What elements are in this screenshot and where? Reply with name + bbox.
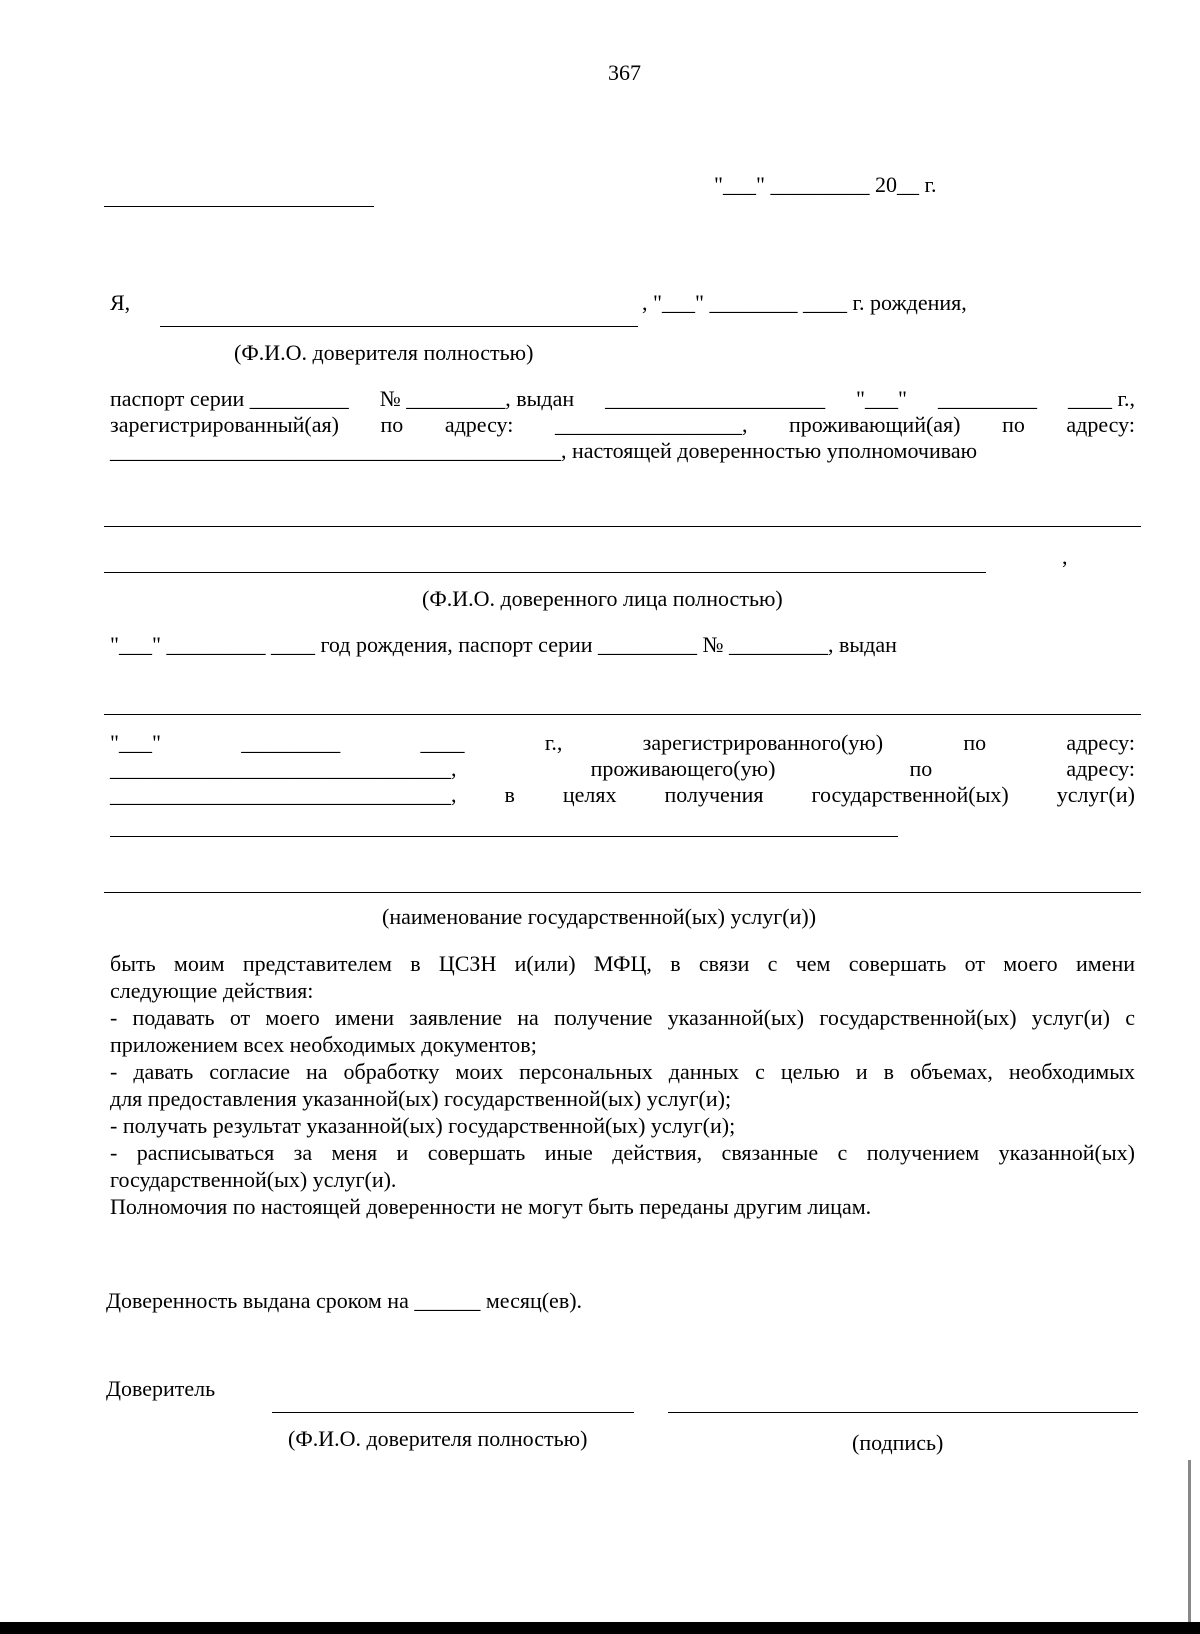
recipient-blank-line (104, 206, 374, 207)
body-line: - расписываться за меня и совершать иные действия, связанные с получением указанной(ых) (110, 1140, 1135, 1165)
purpose-word: целях (562, 782, 617, 807)
purpose-line (110, 782, 1135, 807)
purpose-word: государственной(ых) (811, 782, 1009, 807)
body-line: - давать согласие на обработку моих персональных данных с целью и в объемах, необходимых (110, 1059, 1135, 1084)
passport-word: № _________, выдан (379, 386, 575, 411)
term-line: Доверенность выдана сроком на ______ месяц(ев). (106, 1288, 583, 1313)
issued-word: _________ (241, 730, 341, 755)
service-line-2 (104, 892, 1141, 893)
registered-word: адресу: (444, 412, 514, 437)
grantor-prefix: Я, (110, 290, 131, 315)
signature-caption: (подпись) (852, 1430, 944, 1455)
purpose-word: услуг(и) (1056, 782, 1135, 807)
grantor-birth: , "___" ________ ____ г. рождения, (642, 290, 967, 315)
body-line: государственной(ых) услуг(и). (110, 1167, 397, 1192)
passport-word: паспорт серии _________ (110, 386, 349, 411)
service-line-1 (110, 836, 898, 837)
issued-by-line (104, 714, 1141, 715)
body-paragraph (110, 950, 1135, 1220)
registered-word: по (380, 412, 404, 437)
residing-word: _______________________________, (110, 756, 457, 781)
trustee-comma: , (1062, 544, 1068, 569)
passport-word: _________ (937, 386, 1037, 411)
body-line: приложением всех необходимых документов; (110, 1032, 537, 1057)
registered-word: проживающий(ая) (788, 412, 961, 437)
grantor-name-line (160, 326, 638, 327)
purpose-word: _______________________________, (110, 782, 457, 807)
trustee-line-2 (104, 572, 986, 573)
scan-right-edge (1188, 1460, 1191, 1622)
residing-word: адресу: (1066, 756, 1135, 781)
purpose-word: получения (664, 782, 764, 807)
body-line: - подавать от моего имени заявление на получение указанной(ых) государственной(ых) услуг(и) с (110, 1005, 1135, 1030)
passport-word: "___" (856, 386, 908, 411)
issued-line (110, 730, 1135, 755)
registered-word: _________________, (554, 412, 748, 437)
purpose-word: в (504, 782, 515, 807)
page-number: 367 (608, 60, 641, 85)
issued-word: г., (544, 730, 563, 755)
residing-word: по (909, 756, 933, 781)
issued-word: адресу: (1066, 730, 1135, 755)
trustee-birth-line: "___" _________ ____ год рождения, паспорт серии _________ № _________, выдан (110, 632, 897, 657)
body-line: следующие действия: (110, 978, 314, 1003)
body-line: - получать результат указанной(ых) государственной(ых) услуг(и); (110, 1113, 736, 1138)
document-date: "___" _________ 20__ г. (714, 172, 937, 197)
passport-word: ____ г., (1067, 386, 1135, 411)
grantor-caption: (Ф.И.О. доверителя полностью) (234, 340, 534, 365)
passport-line (110, 386, 1135, 411)
registered-word: зарегистрированный(ая) (110, 412, 339, 437)
registered-word: адресу: (1066, 412, 1135, 437)
registered-word: по (1002, 412, 1025, 437)
issued-word: "___" (110, 730, 161, 755)
signer-name-caption: (Ф.И.О. доверителя полностью) (288, 1426, 588, 1451)
residing-line (110, 756, 1135, 781)
signer-name-line (272, 1412, 634, 1413)
signer-label: Доверитель (106, 1376, 216, 1401)
service-caption: (наименование государственной(ых) услуг(и)) (382, 904, 817, 929)
authorize-line: _________________________________________, настоящей доверенностью уполномочиваю (110, 438, 978, 463)
issued-word: ____ (420, 730, 465, 755)
residing-word: проживающего(ую) (590, 756, 776, 781)
body-line: для предоставления указанной(ых) государственной(ых) услуг(и); (110, 1086, 732, 1111)
body-line: быть моим представителем в ЦСЗН и(или) МФЦ, в связи с чем совершать от моего имени (110, 951, 1135, 976)
passport-word: ____________________ (605, 386, 826, 411)
trustee-caption: (Ф.И.О. доверенного лица полностью) (422, 586, 783, 611)
signature-line (668, 1412, 1138, 1413)
trustee-line-1 (104, 526, 1141, 527)
scan-bottom-edge (0, 1622, 1200, 1634)
registered-line (110, 412, 1135, 437)
issued-word: по (963, 730, 987, 755)
issued-word: зарегистрированного(ую) (642, 730, 884, 755)
body-line: Полномочия по настоящей доверенности не могут быть переданы другим лицам. (110, 1194, 872, 1219)
